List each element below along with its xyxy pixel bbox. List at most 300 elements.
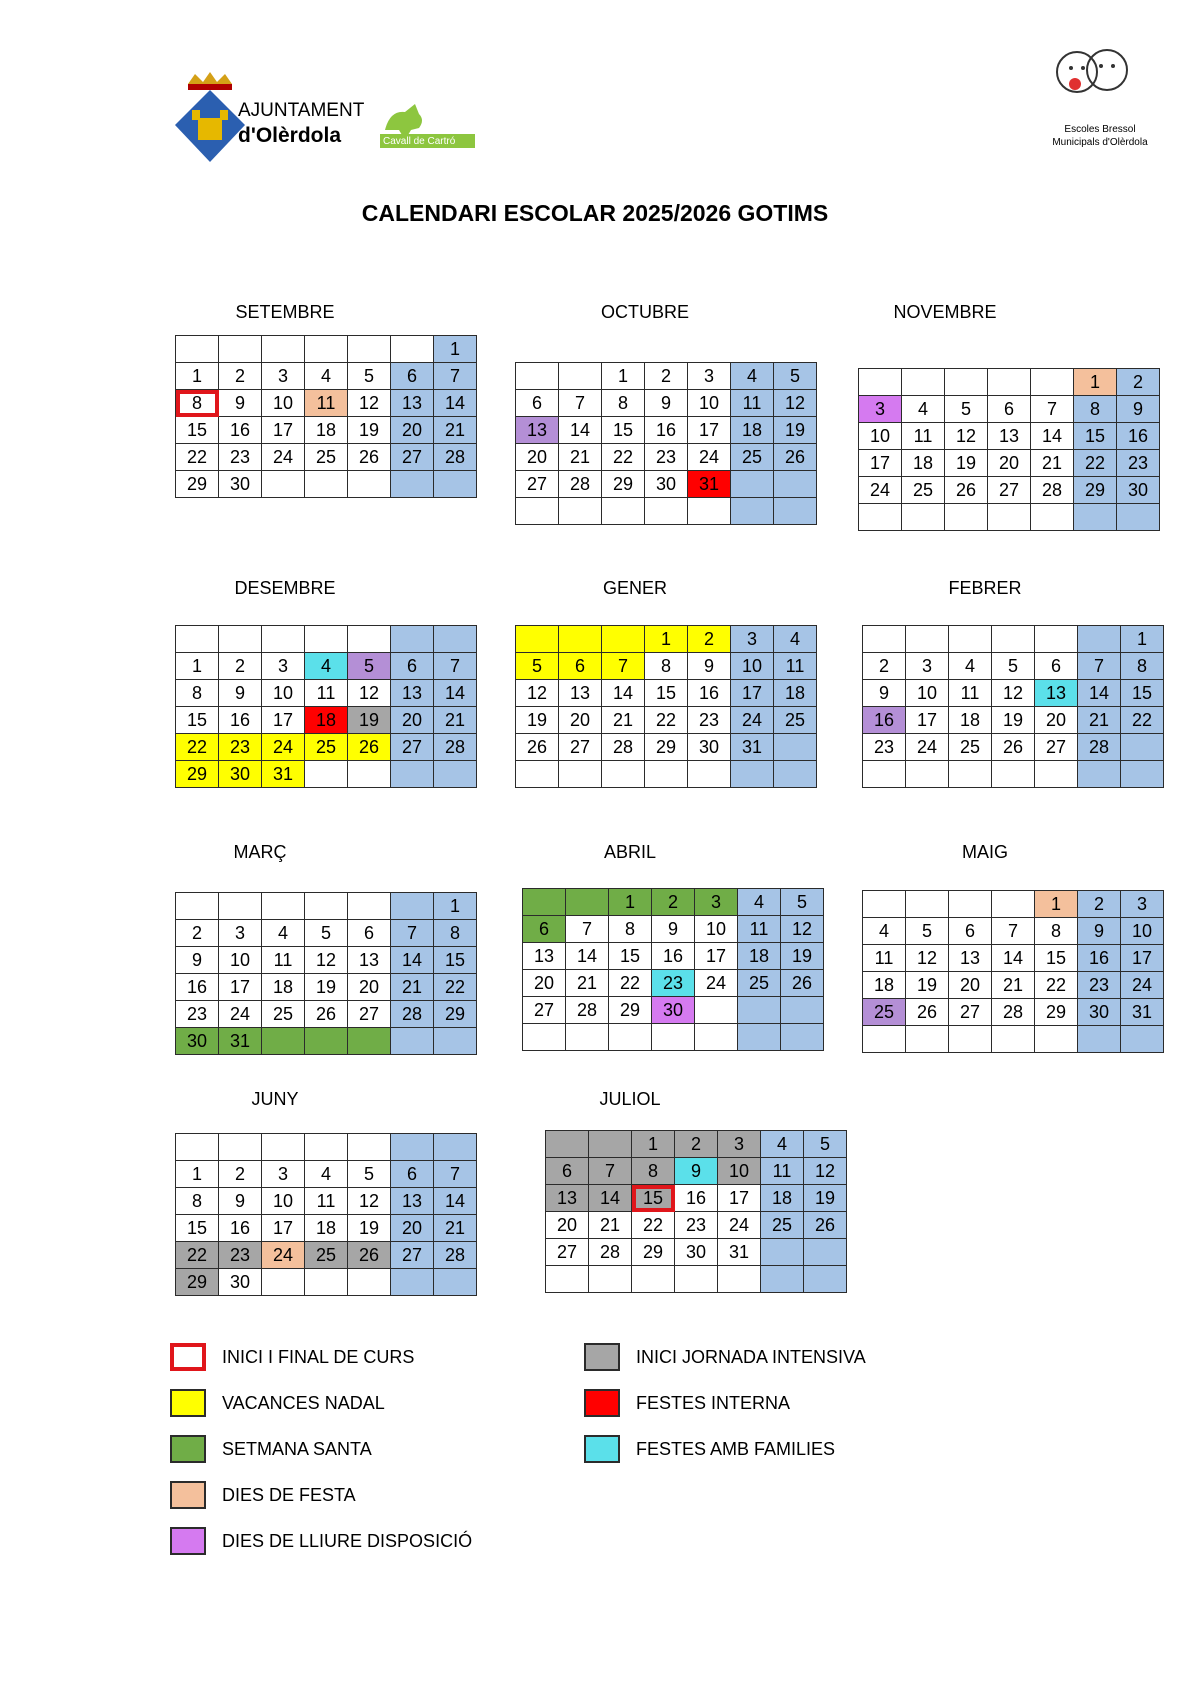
empty-cell: [1078, 626, 1121, 653]
day-cell: 27: [523, 997, 566, 1024]
legend-swatch: [170, 1527, 206, 1555]
day-cell: 14: [1078, 680, 1121, 707]
empty-cell: [863, 761, 906, 788]
day-cell: 30: [219, 471, 262, 498]
page-title: CALENDARI ESCOLAR 2025/2026 GOTIMS: [361, 200, 829, 226]
day-cell: 30: [645, 471, 688, 498]
day-cell: 20: [559, 707, 602, 734]
day-cell: 28: [566, 997, 609, 1024]
week-row: [863, 972, 1164, 999]
day-cell: 12: [992, 680, 1035, 707]
day-cell: 26: [348, 734, 391, 761]
day-cell: 17: [859, 450, 902, 477]
day-cell: 21: [602, 707, 645, 734]
week-row: [176, 653, 477, 680]
week-row: [516, 761, 817, 788]
day-cell: 29: [602, 471, 645, 498]
empty-cell: [348, 626, 391, 653]
day-cell: 5: [774, 363, 817, 390]
day-cell: 30: [675, 1239, 718, 1266]
day-cell: 23: [219, 444, 262, 471]
week-row: [863, 918, 1164, 945]
day-cell: 17: [262, 707, 305, 734]
day-cell: 25: [262, 1001, 305, 1028]
day-cell: 13: [1035, 680, 1078, 707]
day-cell: 3: [1121, 891, 1164, 918]
empty-cell: [391, 336, 434, 363]
empty-cell: [1078, 1026, 1121, 1053]
day-cell: 1: [434, 893, 477, 920]
day-cell: 13: [391, 390, 434, 417]
month-name: FEBRER: [948, 578, 1022, 598]
day-cell: 10: [262, 1188, 305, 1215]
day-cell: 7: [1031, 396, 1074, 423]
day-cell: 17: [688, 417, 731, 444]
day-cell: 11: [731, 390, 774, 417]
week-row: [546, 1239, 847, 1266]
day-cell: 18: [774, 680, 817, 707]
day-cell: 17: [718, 1185, 761, 1212]
day-cell: 24: [718, 1212, 761, 1239]
day-cell: 28: [602, 734, 645, 761]
day-cell: 12: [945, 423, 988, 450]
day-cell: 7: [1078, 653, 1121, 680]
day-cell: 27: [949, 999, 992, 1026]
day-cell: 1: [434, 336, 477, 363]
empty-cell: [305, 761, 348, 788]
empty-cell: [176, 626, 219, 653]
day-cell: 24: [262, 444, 305, 471]
day-cell: 28: [391, 1001, 434, 1028]
legend-swatch: [584, 1435, 620, 1463]
day-cell: 14: [566, 943, 609, 970]
cavall-logo: [375, 100, 475, 150]
week-row: [516, 498, 817, 525]
week-row: [176, 1161, 477, 1188]
day-cell: 15: [176, 707, 219, 734]
day-cell: 4: [305, 653, 348, 680]
day-cell: 9: [176, 947, 219, 974]
day-cell: 22: [645, 707, 688, 734]
day-cell: 20: [391, 707, 434, 734]
day-cell: 29: [176, 471, 219, 498]
day-cell: 18: [305, 707, 348, 734]
week-row: [859, 369, 1160, 396]
day-cell: 4: [731, 363, 774, 390]
empty-cell: [902, 504, 945, 531]
day-cell: 8: [1035, 918, 1078, 945]
day-cell: 29: [645, 734, 688, 761]
day-cell: 26: [906, 999, 949, 1026]
day-cell: 30: [1078, 999, 1121, 1026]
day-cell: 20: [391, 1215, 434, 1242]
day-cell: 3: [688, 363, 731, 390]
week-row: [516, 417, 817, 444]
day-cell: 18: [262, 974, 305, 1001]
week-row: [176, 1269, 477, 1296]
day-cell: 4: [262, 920, 305, 947]
day-cell: 2: [863, 653, 906, 680]
day-cell: 21: [391, 974, 434, 1001]
week-row: [516, 680, 817, 707]
day-cell: 5: [945, 396, 988, 423]
week-row: [523, 1024, 824, 1051]
escoles-bressol-logo: [1045, 40, 1155, 165]
day-cell: 20: [949, 972, 992, 999]
week-row: [176, 947, 477, 974]
day-cell: 21: [1031, 450, 1074, 477]
day-cell: 31: [219, 1028, 262, 1055]
week-row: [176, 1188, 477, 1215]
week-row: [176, 974, 477, 1001]
day-cell: 6: [559, 653, 602, 680]
day-cell: 8: [176, 1188, 219, 1215]
month-name: MARÇ: [233, 842, 287, 862]
empty-cell: [348, 1269, 391, 1296]
week-row: [863, 999, 1164, 1026]
legend-label: FESTES INTERNA: [636, 1392, 791, 1413]
empty-cell: [305, 1134, 348, 1161]
day-cell: 15: [1121, 680, 1164, 707]
empty-cell: [391, 1028, 434, 1055]
legend-label: DIES DE LLIURE DISPOSICIÓ: [222, 1530, 473, 1551]
day-cell: 5: [992, 653, 1035, 680]
day-cell: 3: [262, 1161, 305, 1188]
day-cell: 14: [559, 417, 602, 444]
month-name: OCTUBRE: [600, 302, 689, 322]
empty-cell: [391, 761, 434, 788]
day-cell: 22: [1121, 707, 1164, 734]
empty-cell: [949, 891, 992, 918]
week-row: [523, 889, 824, 916]
empty-cell: [262, 626, 305, 653]
day-cell: 12: [906, 945, 949, 972]
day-cell: 1: [176, 1161, 219, 1188]
day-cell: 9: [645, 390, 688, 417]
day-cell: 16: [219, 707, 262, 734]
day-cell: 13: [523, 943, 566, 970]
day-cell: 19: [348, 417, 391, 444]
day-cell: 11: [305, 390, 348, 417]
month-name: SETEMBRE: [235, 302, 335, 322]
empty-cell: [988, 504, 1031, 531]
day-cell: 9: [219, 680, 262, 707]
empty-cell: [219, 893, 262, 920]
day-cell: 11: [305, 680, 348, 707]
day-cell: 27: [348, 1001, 391, 1028]
day-cell: 10: [859, 423, 902, 450]
empty-cell: [348, 471, 391, 498]
day-cell: 23: [1117, 450, 1160, 477]
day-cell: 14: [434, 1188, 477, 1215]
day-cell: 16: [645, 417, 688, 444]
day-cell: 11: [774, 653, 817, 680]
day-cell: 28: [559, 471, 602, 498]
day-cell: 23: [688, 707, 731, 734]
day-cell: 24: [688, 444, 731, 471]
legend-item: [170, 1478, 356, 1512]
day-cell: 21: [559, 444, 602, 471]
month-name: JULIOL: [599, 1089, 661, 1109]
day-cell: 6: [348, 920, 391, 947]
empty-cell: [523, 889, 566, 916]
day-cell: 5: [348, 653, 391, 680]
day-cell: 2: [1117, 369, 1160, 396]
empty-cell: [219, 626, 262, 653]
day-cell: 7: [992, 918, 1035, 945]
day-cell: 24: [859, 477, 902, 504]
day-cell: 8: [176, 680, 219, 707]
day-cell: 22: [176, 1242, 219, 1269]
day-cell: 23: [675, 1212, 718, 1239]
empty-cell: [992, 626, 1035, 653]
empty-cell: [774, 471, 817, 498]
day-cell: 19: [305, 974, 348, 1001]
legend-item: [170, 1432, 372, 1466]
day-cell: 13: [949, 945, 992, 972]
day-cell: 2: [675, 1131, 718, 1158]
day-cell: 2: [645, 363, 688, 390]
day-cell: 14: [434, 390, 477, 417]
day-cell: 14: [1031, 423, 1074, 450]
day-cell: 13: [559, 680, 602, 707]
day-cell: 22: [632, 1212, 675, 1239]
day-cell: 28: [434, 1242, 477, 1269]
day-cell: 18: [902, 450, 945, 477]
week-row: [523, 970, 824, 997]
day-cell: 19: [348, 1215, 391, 1242]
day-cell: 19: [348, 707, 391, 734]
day-cell: 1: [1121, 626, 1164, 653]
empty-cell: [176, 1134, 219, 1161]
empty-cell: [695, 997, 738, 1024]
day-cell: 26: [992, 734, 1035, 761]
day-cell: 4: [761, 1131, 804, 1158]
day-cell: 16: [863, 707, 906, 734]
day-cell: 17: [1121, 945, 1164, 972]
day-cell: 8: [609, 916, 652, 943]
week-row: [176, 471, 477, 498]
week-row: [863, 734, 1164, 761]
empty-cell: [731, 498, 774, 525]
day-cell: 29: [434, 1001, 477, 1028]
week-row: [546, 1158, 847, 1185]
day-cell: 19: [992, 707, 1035, 734]
week-row: [176, 734, 477, 761]
day-cell: 1: [176, 653, 219, 680]
empty-cell: [1121, 1026, 1164, 1053]
month-table: [175, 625, 477, 788]
day-cell: 31: [718, 1239, 761, 1266]
empty-cell: [1117, 504, 1160, 531]
empty-cell: [804, 1239, 847, 1266]
day-cell: 1: [602, 363, 645, 390]
day-cell: 3: [859, 396, 902, 423]
week-row: [176, 336, 477, 363]
empty-cell: [305, 1269, 348, 1296]
day-cell: 28: [434, 444, 477, 471]
empty-cell: [906, 761, 949, 788]
empty-cell: [566, 889, 609, 916]
week-row: [176, 417, 477, 444]
logo-line2: d'Olèrdola: [238, 124, 342, 147]
day-cell: 2: [688, 626, 731, 653]
day-cell: 11: [761, 1158, 804, 1185]
empty-cell: [516, 363, 559, 390]
empty-cell: [546, 1131, 589, 1158]
day-cell: 6: [1035, 653, 1078, 680]
day-cell: 20: [1035, 707, 1078, 734]
day-cell: 1: [1035, 891, 1078, 918]
day-cell: 16: [1078, 945, 1121, 972]
day-cell: 23: [863, 734, 906, 761]
day-cell: 12: [516, 680, 559, 707]
logo-right-line1: Escoles Bressol: [1064, 124, 1136, 135]
day-cell: 23: [645, 444, 688, 471]
day-cell: 9: [652, 916, 695, 943]
week-row: [176, 1001, 477, 1028]
empty-cell: [589, 1266, 632, 1293]
day-cell: 5: [305, 920, 348, 947]
day-cell: 16: [1117, 423, 1160, 450]
day-cell: 23: [1078, 972, 1121, 999]
week-row: [516, 734, 817, 761]
week-row: [863, 945, 1164, 972]
legend-item: [584, 1340, 866, 1374]
day-cell: 16: [675, 1185, 718, 1212]
empty-cell: [348, 336, 391, 363]
week-row: [176, 390, 477, 417]
empty-cell: [902, 369, 945, 396]
day-cell: 29: [176, 1269, 219, 1296]
day-cell: 4: [774, 626, 817, 653]
week-row: [546, 1185, 847, 1212]
day-cell: 19: [945, 450, 988, 477]
empty-cell: [859, 369, 902, 396]
day-cell: 27: [559, 734, 602, 761]
day-cell: 9: [1078, 918, 1121, 945]
week-row: [859, 450, 1160, 477]
day-cell: 21: [434, 417, 477, 444]
empty-cell: [262, 1134, 305, 1161]
day-cell: 12: [348, 1188, 391, 1215]
empty-cell: [645, 761, 688, 788]
day-cell: 3: [262, 653, 305, 680]
day-cell: 8: [645, 653, 688, 680]
day-cell: 27: [516, 471, 559, 498]
empty-cell: [652, 1024, 695, 1051]
day-cell: 12: [348, 390, 391, 417]
day-cell: 9: [1117, 396, 1160, 423]
empty-cell: [391, 471, 434, 498]
week-row: [859, 504, 1160, 531]
week-row: [859, 396, 1160, 423]
empty-cell: [434, 1269, 477, 1296]
empty-cell: [949, 626, 992, 653]
legend-label: FESTES AMB FAMILIES: [636, 1438, 836, 1459]
empty-cell: [305, 336, 348, 363]
day-cell: 25: [863, 999, 906, 1026]
day-cell: 25: [902, 477, 945, 504]
cavall-text: Cavall de Cartró: [383, 136, 456, 147]
month-table: [862, 890, 1164, 1053]
week-row: [546, 1131, 847, 1158]
day-cell: 22: [1074, 450, 1117, 477]
day-cell: 17: [219, 974, 262, 1001]
day-cell: 10: [262, 390, 305, 417]
day-cell: 5: [348, 1161, 391, 1188]
empty-cell: [774, 761, 817, 788]
empty-cell: [262, 893, 305, 920]
month-table: [515, 362, 817, 525]
day-cell: 26: [945, 477, 988, 504]
empty-cell: [262, 1028, 305, 1055]
empty-cell: [688, 761, 731, 788]
day-cell: 21: [434, 1215, 477, 1242]
empty-cell: [992, 891, 1035, 918]
day-cell: 18: [863, 972, 906, 999]
day-cell: 27: [391, 734, 434, 761]
empty-cell: [546, 1266, 589, 1293]
day-cell: 30: [688, 734, 731, 761]
empty-cell: [391, 1134, 434, 1161]
empty-cell: [391, 1269, 434, 1296]
day-cell: 20: [523, 970, 566, 997]
day-cell: 20: [516, 444, 559, 471]
empty-cell: [566, 1024, 609, 1051]
empty-cell: [738, 1024, 781, 1051]
day-cell: 10: [718, 1158, 761, 1185]
empty-cell: [738, 997, 781, 1024]
week-row: [516, 471, 817, 498]
week-row: [516, 653, 817, 680]
day-cell: 27: [988, 477, 1031, 504]
empty-cell: [305, 471, 348, 498]
month-table: [515, 625, 817, 788]
day-cell: 5: [348, 363, 391, 390]
day-cell: 9: [219, 1188, 262, 1215]
empty-cell: [348, 893, 391, 920]
empty-cell: [632, 1266, 675, 1293]
day-cell: 20: [988, 450, 1031, 477]
day-cell: 27: [391, 444, 434, 471]
day-cell: 18: [738, 943, 781, 970]
day-cell: 25: [761, 1212, 804, 1239]
day-cell: 29: [1074, 477, 1117, 504]
day-cell: 24: [219, 1001, 262, 1028]
empty-cell: [992, 761, 1035, 788]
month-table: [175, 892, 477, 1055]
week-row: [863, 891, 1164, 918]
empty-cell: [761, 1266, 804, 1293]
week-row: [863, 1026, 1164, 1053]
empty-cell: [863, 626, 906, 653]
day-cell: 7: [434, 653, 477, 680]
day-cell: 18: [731, 417, 774, 444]
day-cell: 28: [589, 1239, 632, 1266]
day-cell: 12: [804, 1158, 847, 1185]
empty-cell: [688, 498, 731, 525]
legend-swatch: [170, 1389, 206, 1417]
day-cell: 6: [391, 363, 434, 390]
day-cell: 10: [695, 916, 738, 943]
legend-item: [584, 1386, 790, 1420]
day-cell: 16: [219, 417, 262, 444]
day-cell: 21: [992, 972, 1035, 999]
day-cell: 15: [609, 943, 652, 970]
day-cell: 28: [1078, 734, 1121, 761]
day-cell: 16: [688, 680, 731, 707]
